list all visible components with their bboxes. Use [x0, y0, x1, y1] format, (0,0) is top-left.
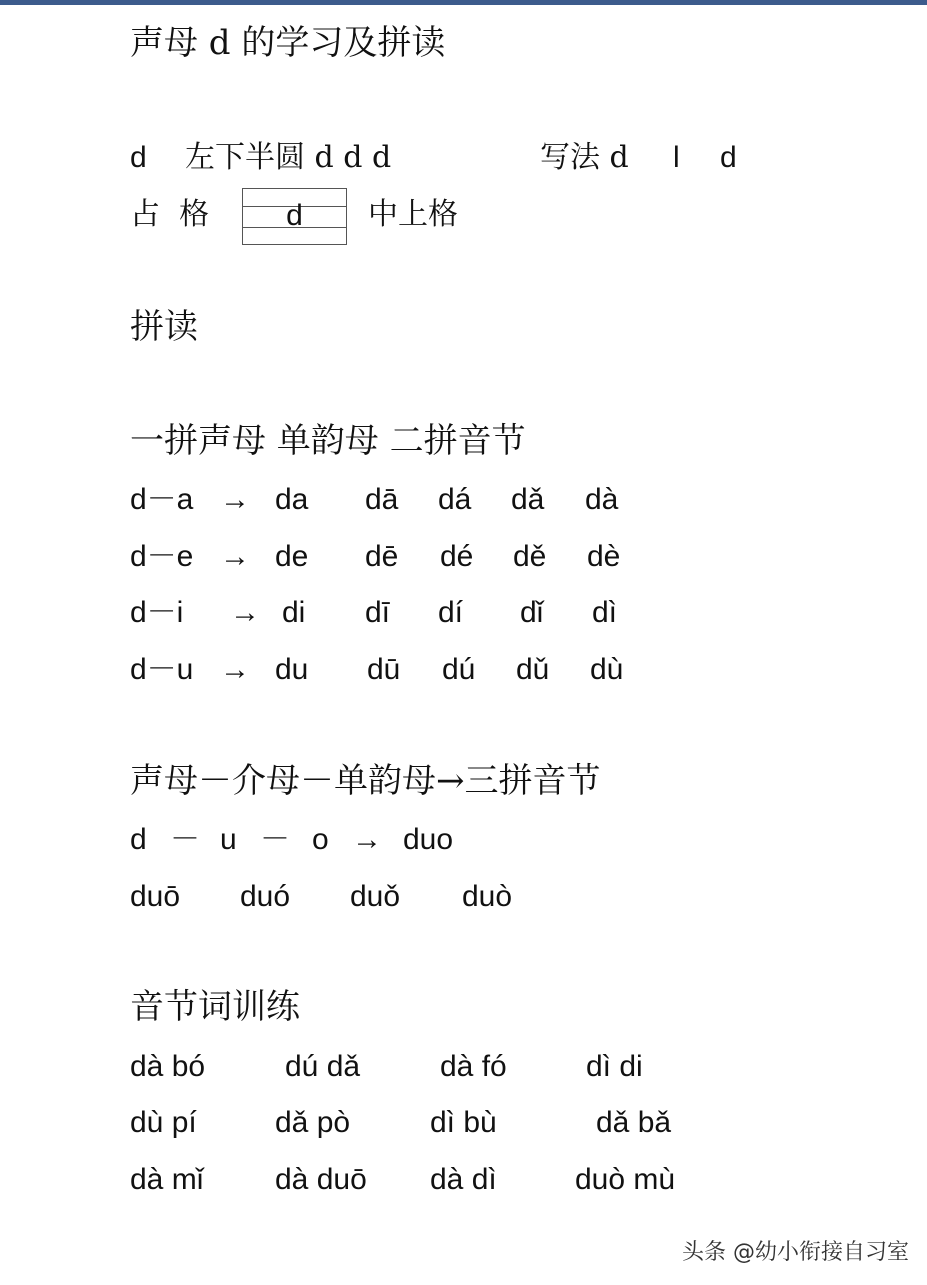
- formula: d－i: [130, 596, 184, 629]
- tone-1: dē: [365, 540, 399, 573]
- part-final: o: [312, 823, 329, 856]
- writing-label: 写法 d: [540, 140, 629, 175]
- placement-position: 中上格: [368, 197, 458, 232]
- word: dà mǐ: [130, 1163, 204, 1196]
- shape-letter: d: [130, 141, 147, 174]
- tone-3: dǐ: [520, 596, 544, 629]
- tone-3: duǒ: [350, 880, 401, 913]
- word-row: [130, 1103, 890, 1143]
- tone-2: dé: [440, 540, 474, 573]
- writing-stroke-2: d: [720, 141, 737, 174]
- three-part-heading: 声母－介母－单韵母→三拼音节: [130, 761, 601, 801]
- tone-4: dù: [590, 653, 624, 686]
- tone-2: dí: [438, 596, 464, 629]
- tone-3: dǎ: [511, 483, 545, 516]
- part-initial: d: [130, 823, 147, 856]
- syllable: da: [275, 483, 309, 516]
- tone-4: dì: [592, 596, 618, 629]
- three-part-formula: [130, 820, 890, 860]
- arrow: →: [220, 540, 250, 573]
- formula: d－u: [130, 653, 194, 686]
- tone-1: dī: [365, 596, 391, 629]
- formula: d－e: [130, 540, 194, 573]
- two-part-row: [130, 650, 890, 690]
- arrow: →: [352, 823, 382, 856]
- word: dà fó: [440, 1050, 507, 1083]
- word: dù pí: [130, 1106, 197, 1139]
- grid-letter: d: [286, 199, 303, 232]
- word-row: [130, 1047, 890, 1087]
- arrow: →: [220, 653, 250, 686]
- part-medial: u: [220, 823, 237, 856]
- word: duò mù: [575, 1163, 676, 1196]
- word: dà bó: [130, 1050, 206, 1083]
- watermark: 头条 @幼小衔接自习室: [682, 1240, 909, 1265]
- two-part-heading: 一拼声母 单韵母 二拼音节: [130, 421, 526, 461]
- word: dà duō: [275, 1163, 367, 1196]
- two-part-row: [130, 480, 890, 520]
- shape-line: [130, 138, 890, 178]
- tone-2: duó: [240, 880, 291, 913]
- three-part-tones: [130, 877, 890, 917]
- tone-4: dà: [585, 483, 619, 516]
- word: dǎ pò: [275, 1106, 351, 1139]
- tone-3: dǔ: [516, 653, 550, 686]
- tone-2: dá: [438, 483, 472, 516]
- word-row: [130, 1160, 890, 1200]
- syllable: de: [275, 540, 309, 573]
- part-dash: －: [170, 823, 200, 856]
- word: dú dǎ: [285, 1050, 361, 1083]
- tone-3: dě: [513, 540, 547, 573]
- shape-description: 左下半圆 d d d: [185, 140, 392, 175]
- writing-stroke-1: l: [673, 141, 680, 174]
- tone-1: dū: [367, 653, 401, 686]
- two-part-row: [130, 537, 890, 577]
- tone-4: duò: [462, 880, 513, 913]
- word: dà dì: [430, 1163, 497, 1196]
- tone-1: dā: [365, 483, 399, 516]
- word: dì di: [586, 1050, 643, 1083]
- arrow: →: [230, 596, 260, 629]
- word: dì bù: [430, 1106, 497, 1139]
- words-heading: 音节词训练: [130, 987, 300, 1027]
- two-part-row: [130, 593, 890, 633]
- part-dash: －: [260, 823, 290, 856]
- placement-label: 占 格: [130, 197, 210, 232]
- syllable-result: duo: [403, 823, 454, 856]
- four-line-grid: [242, 188, 347, 245]
- word: dǎ bǎ: [596, 1106, 672, 1139]
- tone-4: dè: [587, 540, 621, 573]
- page-title: 声母 d 的学习及拼读: [130, 23, 446, 63]
- top-border-bar: [0, 0, 927, 5]
- syllable: di: [282, 596, 306, 629]
- formula: d－a: [130, 483, 194, 516]
- tone-1: duō: [130, 880, 181, 913]
- tone-2: dú: [442, 653, 476, 686]
- syllable: du: [275, 653, 309, 686]
- spelling-heading: 拼读: [130, 307, 198, 347]
- arrow: →: [220, 483, 250, 516]
